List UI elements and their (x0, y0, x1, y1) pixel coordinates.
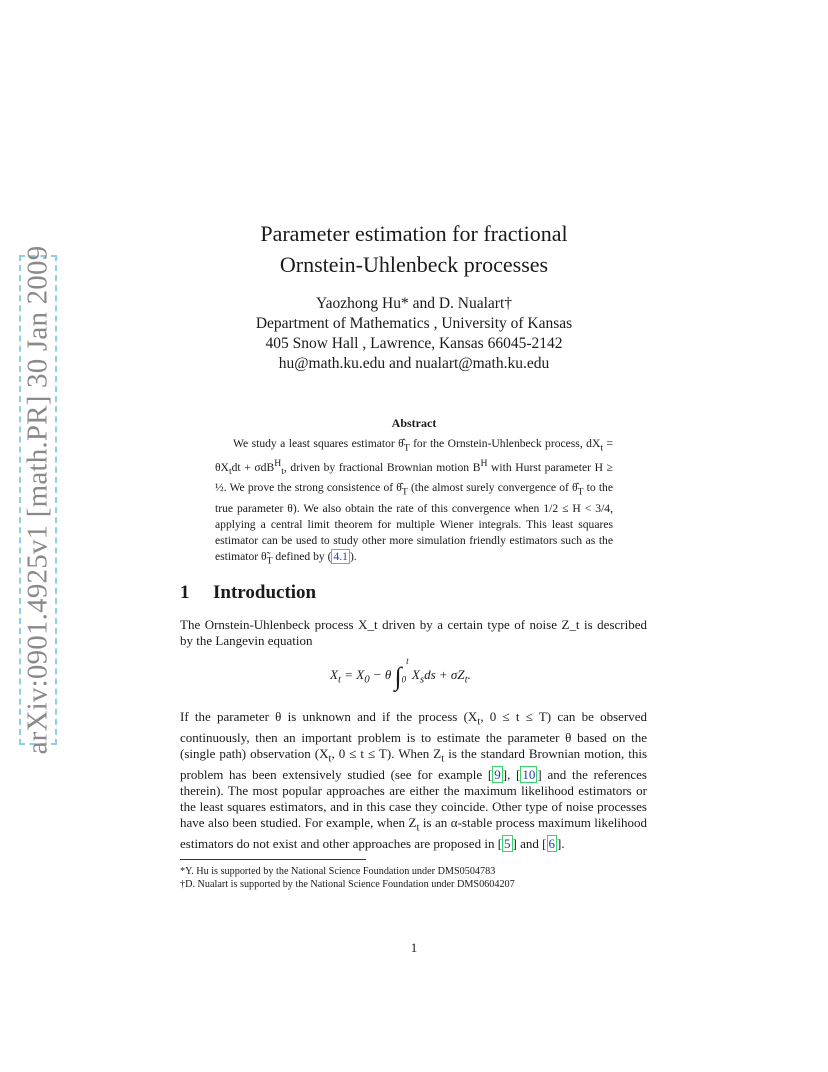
citation-5-link[interactable]: 5 (504, 836, 511, 852)
footnotes (180, 865, 650, 891)
title-line-2: Ornstein-Uhlenbeck processes (279, 252, 549, 277)
abstract-body: We study a least squares estimator $\thetâ_T$ for the Ornstein-Uhlenbeck process, $dX_t = \theta X_tdt + \sigma dB^H_t$, driven by fractional Brownian motion $B^H$ with Hurst parameter H ≥ ½. We prove the strong consistence of $\thetâ_T$ (the almost surely convergence of $\thetâ_T$ to the true parameter θ). We also obtain the rate of this convergence when 1/2 ≤ H < 3/4, applying a central limit theorem for multiple Wiener integrals. This least squares estimator can be used to study other more simulation friendly estimators such as the estimator $\thetã_T$ defined by ( 4.1 ). (215, 437, 614, 567)
title-line-1: Parameter estimation for fractional (260, 221, 568, 246)
section-title: Introduction (213, 582, 317, 603)
arxiv-stamp-text: arXiv:0901.4925v1 [math.PR] 30 Jan 2009 (21, 245, 54, 755)
intro-paragraph-2: If the parameter θ is unknown and if the process ($X_t$, 0 ≤ t ≤ T) can be observed continuously, then an important problem is to estimate the parameter θ based on the (single path) observation ($X_t$, 0 ≤ t ≤ T). When $Z_t$ is the standard Brownian motion, this problem has been extensively studied (see for example [ 9 ], [ 10 ] and the references therein). The most popular approaches are either the maximum likelihood estimators or the least squares estimators, and in this case they coincide. Other type of noise processes have also been studied. For example, when $Z_t$ is an α-stable process maximum likelihood estimators do not exist and other approaches are proposed in [ 5 ] and [ 6 ]. (180, 709, 648, 852)
langevin-equation: $X_t = X_0 - \theta$ $\int_0^t$ $X_sds + \sigma Z_t$. (330, 655, 471, 691)
author-address: 405 Snow Hall , Lawrence, Kansas 66045-2142 (265, 335, 563, 352)
section-heading-introduction (180, 582, 316, 604)
footnote-rule (180, 859, 366, 860)
footnote-1: *Y. Hu is supported by the National Science Foundation under DMS0504783 (180, 866, 496, 877)
citation-6-link[interactable]: 6 (548, 836, 555, 852)
author-department: Department of Mathematics , University of Kansas (255, 315, 573, 332)
section-number: 1 (180, 582, 190, 603)
footnote-2: †D. Nualart is supported by the National Science Foundation under DMS0604207 (180, 879, 515, 890)
equation-ref-link[interactable]: 4.1 (333, 549, 348, 563)
citation-9-link[interactable]: 9 (494, 766, 501, 782)
paper-title (0, 218, 828, 280)
author-emails: hu@math.ku.edu and nualart@math.ku.edu (278, 355, 550, 372)
author-names: Yaozhong Hu* and D. Nualart† (315, 295, 513, 312)
intro-paragraph-1: The Ornstein-Uhlenbeck process X_t driven by a certain type of noise Z_t is described by the Langevin equation (180, 617, 647, 649)
author-block (0, 294, 828, 374)
page-number: 1 (410, 940, 418, 955)
citation-10-link[interactable]: 10 (522, 766, 536, 782)
abstract-heading: Abstract (391, 416, 437, 430)
integral-sign: ∫ (394, 662, 402, 691)
